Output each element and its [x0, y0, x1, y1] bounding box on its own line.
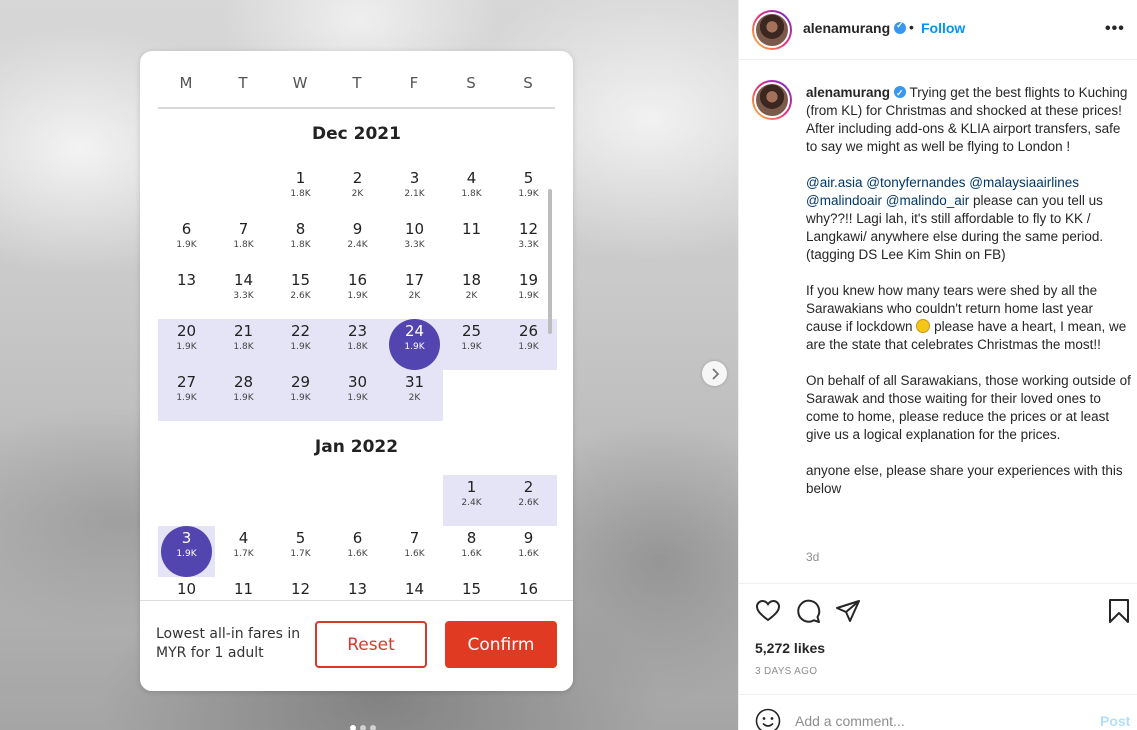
calendar-day[interactable] [329, 217, 386, 268]
day-fare: 1.9K [290, 393, 311, 403]
day-fare: 3.3K [233, 291, 254, 301]
emoji-icon[interactable] [755, 708, 781, 730]
comment-divider [739, 694, 1137, 695]
day-fare: 1.8K [461, 189, 482, 199]
calendar-day[interactable] [443, 217, 500, 268]
mention-link[interactable]: @malaysiaairlines [969, 175, 1080, 190]
post-sidebar [738, 0, 1137, 730]
calendar-scrollbar[interactable] [548, 189, 552, 334]
confirm-button[interactable]: Confirm [445, 621, 557, 668]
calendar-day[interactable] [386, 217, 443, 268]
day-fare: 2K [465, 291, 478, 301]
day-fare: 1.8K [233, 240, 254, 250]
day-fare: 1.6K [461, 549, 482, 559]
calendar-day[interactable] [329, 268, 386, 319]
day-number: 1 [466, 478, 477, 496]
day-number: 24 [404, 322, 425, 340]
calendar-day[interactable] [215, 319, 272, 370]
day-number: 23 [347, 322, 368, 340]
day-number: 4 [466, 169, 477, 187]
day-fare: 3.3K [404, 240, 425, 250]
carousel-dot [370, 725, 376, 730]
day-number: 8 [466, 529, 477, 547]
day-number: 12 [290, 580, 311, 598]
weekday-label: T [238, 74, 248, 92]
calendar-day[interactable] [215, 526, 272, 577]
day-number: 16 [347, 271, 368, 289]
weekday-label: S [466, 74, 476, 92]
weekday-label: M [179, 74, 193, 92]
weekday-label: S [523, 74, 533, 92]
day-fare: 2.6K [518, 498, 539, 508]
day-fare: 1.9K [461, 342, 482, 352]
day-number: 11 [233, 580, 254, 598]
day-fare: 1.8K [233, 342, 254, 352]
weekday-label: W [292, 74, 308, 92]
day-fare: 1.9K [518, 291, 539, 301]
day-number: 14 [233, 271, 254, 289]
calendar-day[interactable] [329, 319, 386, 370]
calendar-day[interactable] [215, 370, 272, 421]
day-fare: 1.8K [290, 189, 311, 199]
mention-link[interactable]: @tonyfernandes [866, 175, 966, 190]
weekday-divider [158, 107, 555, 109]
day-number: 2 [352, 169, 363, 187]
day-fare: 1.6K [518, 549, 539, 559]
day-fare: 1.6K [404, 549, 425, 559]
day-number: 11 [461, 220, 482, 238]
calendar-day[interactable] [158, 370, 215, 421]
calendar-day[interactable] [272, 217, 329, 268]
username-text[interactable]: alenamurang [803, 20, 891, 36]
comment-input[interactable] [795, 711, 1075, 730]
header-username[interactable] [803, 20, 906, 36]
day-fare: 3.3K [518, 240, 539, 250]
caption-timestamp[interactable]: 3d [806, 550, 820, 564]
month-title-jan: Jan 2022 [314, 437, 399, 457]
calendar-day[interactable] [386, 166, 443, 217]
day-fare: 1.9K [290, 342, 311, 352]
heart-icon[interactable] [754, 597, 782, 625]
day-number: 5 [295, 529, 306, 547]
caption-avatar[interactable] [752, 80, 792, 120]
caption-text-3: If you knew how many tears were shed by all the Sarawakians who couldn't return home last year cause if lockdown [806, 283, 1098, 334]
calendar-day[interactable] [158, 268, 215, 319]
day-fare: 1.9K [347, 393, 368, 403]
calendar-footer [140, 600, 573, 691]
day-number: 26 [518, 322, 539, 340]
day-number: 18 [461, 271, 482, 289]
day-number: 21 [233, 322, 254, 340]
calendar-day[interactable] [443, 319, 500, 370]
actions-divider [739, 583, 1137, 584]
next-media-button[interactable] [702, 361, 727, 386]
day-number: 9 [523, 529, 534, 547]
calendar-day[interactable] [329, 370, 386, 421]
bookmark-icon[interactable] [1105, 597, 1133, 625]
day-fare: 1.9K [518, 342, 539, 352]
caption-text-5: On behalf of all Sarawakians, those working outside of Sarawak and those waiting for their loved ones to come to home, please reduce the prices or at least give us a logical explanation for the prices. [806, 373, 1131, 442]
day-fare: 1.9K [176, 549, 197, 559]
day-number: 31 [404, 373, 425, 391]
day-number: 2 [523, 478, 534, 496]
day-fare: 1.8K [290, 240, 311, 250]
day-fare: 2K [408, 291, 421, 301]
day-number: 4 [238, 529, 249, 547]
calendar-day[interactable] [158, 319, 215, 370]
carousel-dot [350, 725, 356, 730]
day-number: 29 [290, 373, 311, 391]
post-date: 3 DAYS AGO [755, 666, 818, 677]
day-number: 15 [290, 271, 311, 289]
day-fare: 2K [351, 189, 364, 199]
day-number: 20 [176, 322, 197, 340]
month-title-dec: Dec 2021 [312, 124, 401, 144]
share-icon[interactable] [834, 597, 862, 625]
pleading-face-emoji-icon [916, 319, 930, 333]
day-number: 28 [233, 373, 254, 391]
day-fare: 2K [408, 393, 421, 403]
day-number: 13 [347, 580, 368, 598]
calendar-day[interactable] [386, 370, 443, 421]
comment-icon[interactable] [794, 597, 822, 625]
reset-button[interactable]: Reset [315, 621, 427, 668]
day-fare: 2.6K [290, 291, 311, 301]
weekday-label: T [352, 74, 362, 92]
day-fare: 1.8K [347, 342, 368, 352]
day-number: 15 [461, 580, 482, 598]
day-number: 17 [404, 271, 425, 289]
caption-text-1: Trying get the best flights to Kuching (from KL) for Christmas and shocked at these prices! After including add-ons & KLIA airport transfers, safe to say we might as well be flying to London ! [806, 85, 1128, 154]
calendar-day[interactable] [215, 268, 272, 319]
day-fare: 1.9K [233, 393, 254, 403]
day-number: 9 [352, 220, 363, 238]
calendar-day[interactable] [158, 217, 215, 268]
calendar-day[interactable] [443, 166, 500, 217]
follow-button[interactable]: Follow [921, 20, 966, 36]
day-fare: 1.7K [290, 549, 311, 559]
day-number: 7 [409, 529, 420, 547]
mention-link[interactable]: @malindo_air [885, 193, 970, 208]
day-fare: 1.9K [404, 342, 425, 352]
calendar-day[interactable] [443, 475, 500, 526]
mention-link[interactable]: @air.asia [806, 175, 863, 190]
day-number: 6 [352, 529, 363, 547]
carousel-dots [350, 725, 376, 730]
day-number: 27 [176, 373, 197, 391]
calendar-day[interactable] [500, 526, 557, 577]
day-fare: 2.4K [461, 498, 482, 508]
day-number: 10 [404, 220, 425, 238]
day-number: 25 [461, 322, 482, 340]
day-number: 16 [518, 580, 539, 598]
calendar-day[interactable] [386, 268, 443, 319]
day-fare: 1.9K [176, 393, 197, 403]
carousel-dot [360, 725, 366, 730]
calendar-day[interactable] [386, 526, 443, 577]
calendar-day[interactable] [272, 166, 329, 217]
fare-calendar [140, 51, 573, 691]
day-fare: 1.7K [233, 549, 254, 559]
header-divider [739, 59, 1137, 60]
calendar-day[interactable] [443, 526, 500, 577]
day-number: 6 [181, 220, 192, 238]
day-number: 7 [238, 220, 249, 238]
caption-text-6: anyone else, please share your experiences with this below [806, 463, 1123, 496]
separator-dot: • [909, 19, 914, 35]
day-fare: 2.1K [404, 189, 425, 199]
calendar-day[interactable] [272, 319, 329, 370]
day-number: 8 [295, 220, 306, 238]
calendar-day[interactable] [272, 526, 329, 577]
day-fare: 1.9K [176, 240, 197, 250]
post-comment-button[interactable]: Post [1100, 713, 1131, 729]
verified-badge-icon [894, 86, 906, 98]
day-fare: 1.9K [518, 189, 539, 199]
day-fare: 2.4K [347, 240, 368, 250]
day-number: 12 [518, 220, 539, 238]
day-number: 3 [409, 169, 420, 187]
day-number: 13 [176, 271, 197, 289]
mention-link[interactable]: @malindoair [806, 193, 882, 208]
caption-username[interactable]: alenamurang [806, 85, 891, 100]
calendar-day[interactable] [272, 370, 329, 421]
day-number: 1 [295, 169, 306, 187]
weekday-label: F [409, 74, 419, 92]
calendar-day-selected[interactable] [386, 319, 443, 370]
day-number: 14 [404, 580, 425, 598]
day-fare: 1.9K [176, 342, 197, 352]
calendar-day-selected[interactable] [158, 526, 215, 577]
calendar-day[interactable] [329, 526, 386, 577]
day-number: 22 [290, 322, 311, 340]
calendar-day[interactable] [443, 268, 500, 319]
calendar-day[interactable] [215, 217, 272, 268]
fare-note: Lowest all-in fares in MYR for 1 adult [156, 626, 301, 661]
day-number: 3 [181, 529, 192, 547]
day-number: 10 [176, 580, 197, 598]
verified-badge-icon [894, 22, 906, 34]
avatar[interactable] [752, 10, 792, 50]
day-fare: 1.6K [347, 549, 368, 559]
day-number: 19 [518, 271, 539, 289]
post-caption [806, 84, 1131, 498]
chevron-right-icon [710, 368, 720, 380]
calendar-day[interactable] [272, 268, 329, 319]
likes-count[interactable]: 5,272 likes [755, 640, 826, 656]
calendar-day[interactable] [329, 166, 386, 217]
day-fare: 1.9K [347, 291, 368, 301]
caption-text-4: please have a heart, I mean, we are the state that celebrates Christmas the most!! [806, 319, 1127, 352]
day-number: 5 [523, 169, 534, 187]
day-number: 30 [347, 373, 368, 391]
more-options-icon[interactable]: ••• [1105, 20, 1125, 37]
calendar-day[interactable] [500, 475, 557, 526]
caption-text-2: please can you tell us why??!! Lagi lah, it's still affordable to fly to KK / Langkawi/ anywhere else during the same period. (tagging DS Lee Kim Shin on FB) [806, 193, 1104, 262]
